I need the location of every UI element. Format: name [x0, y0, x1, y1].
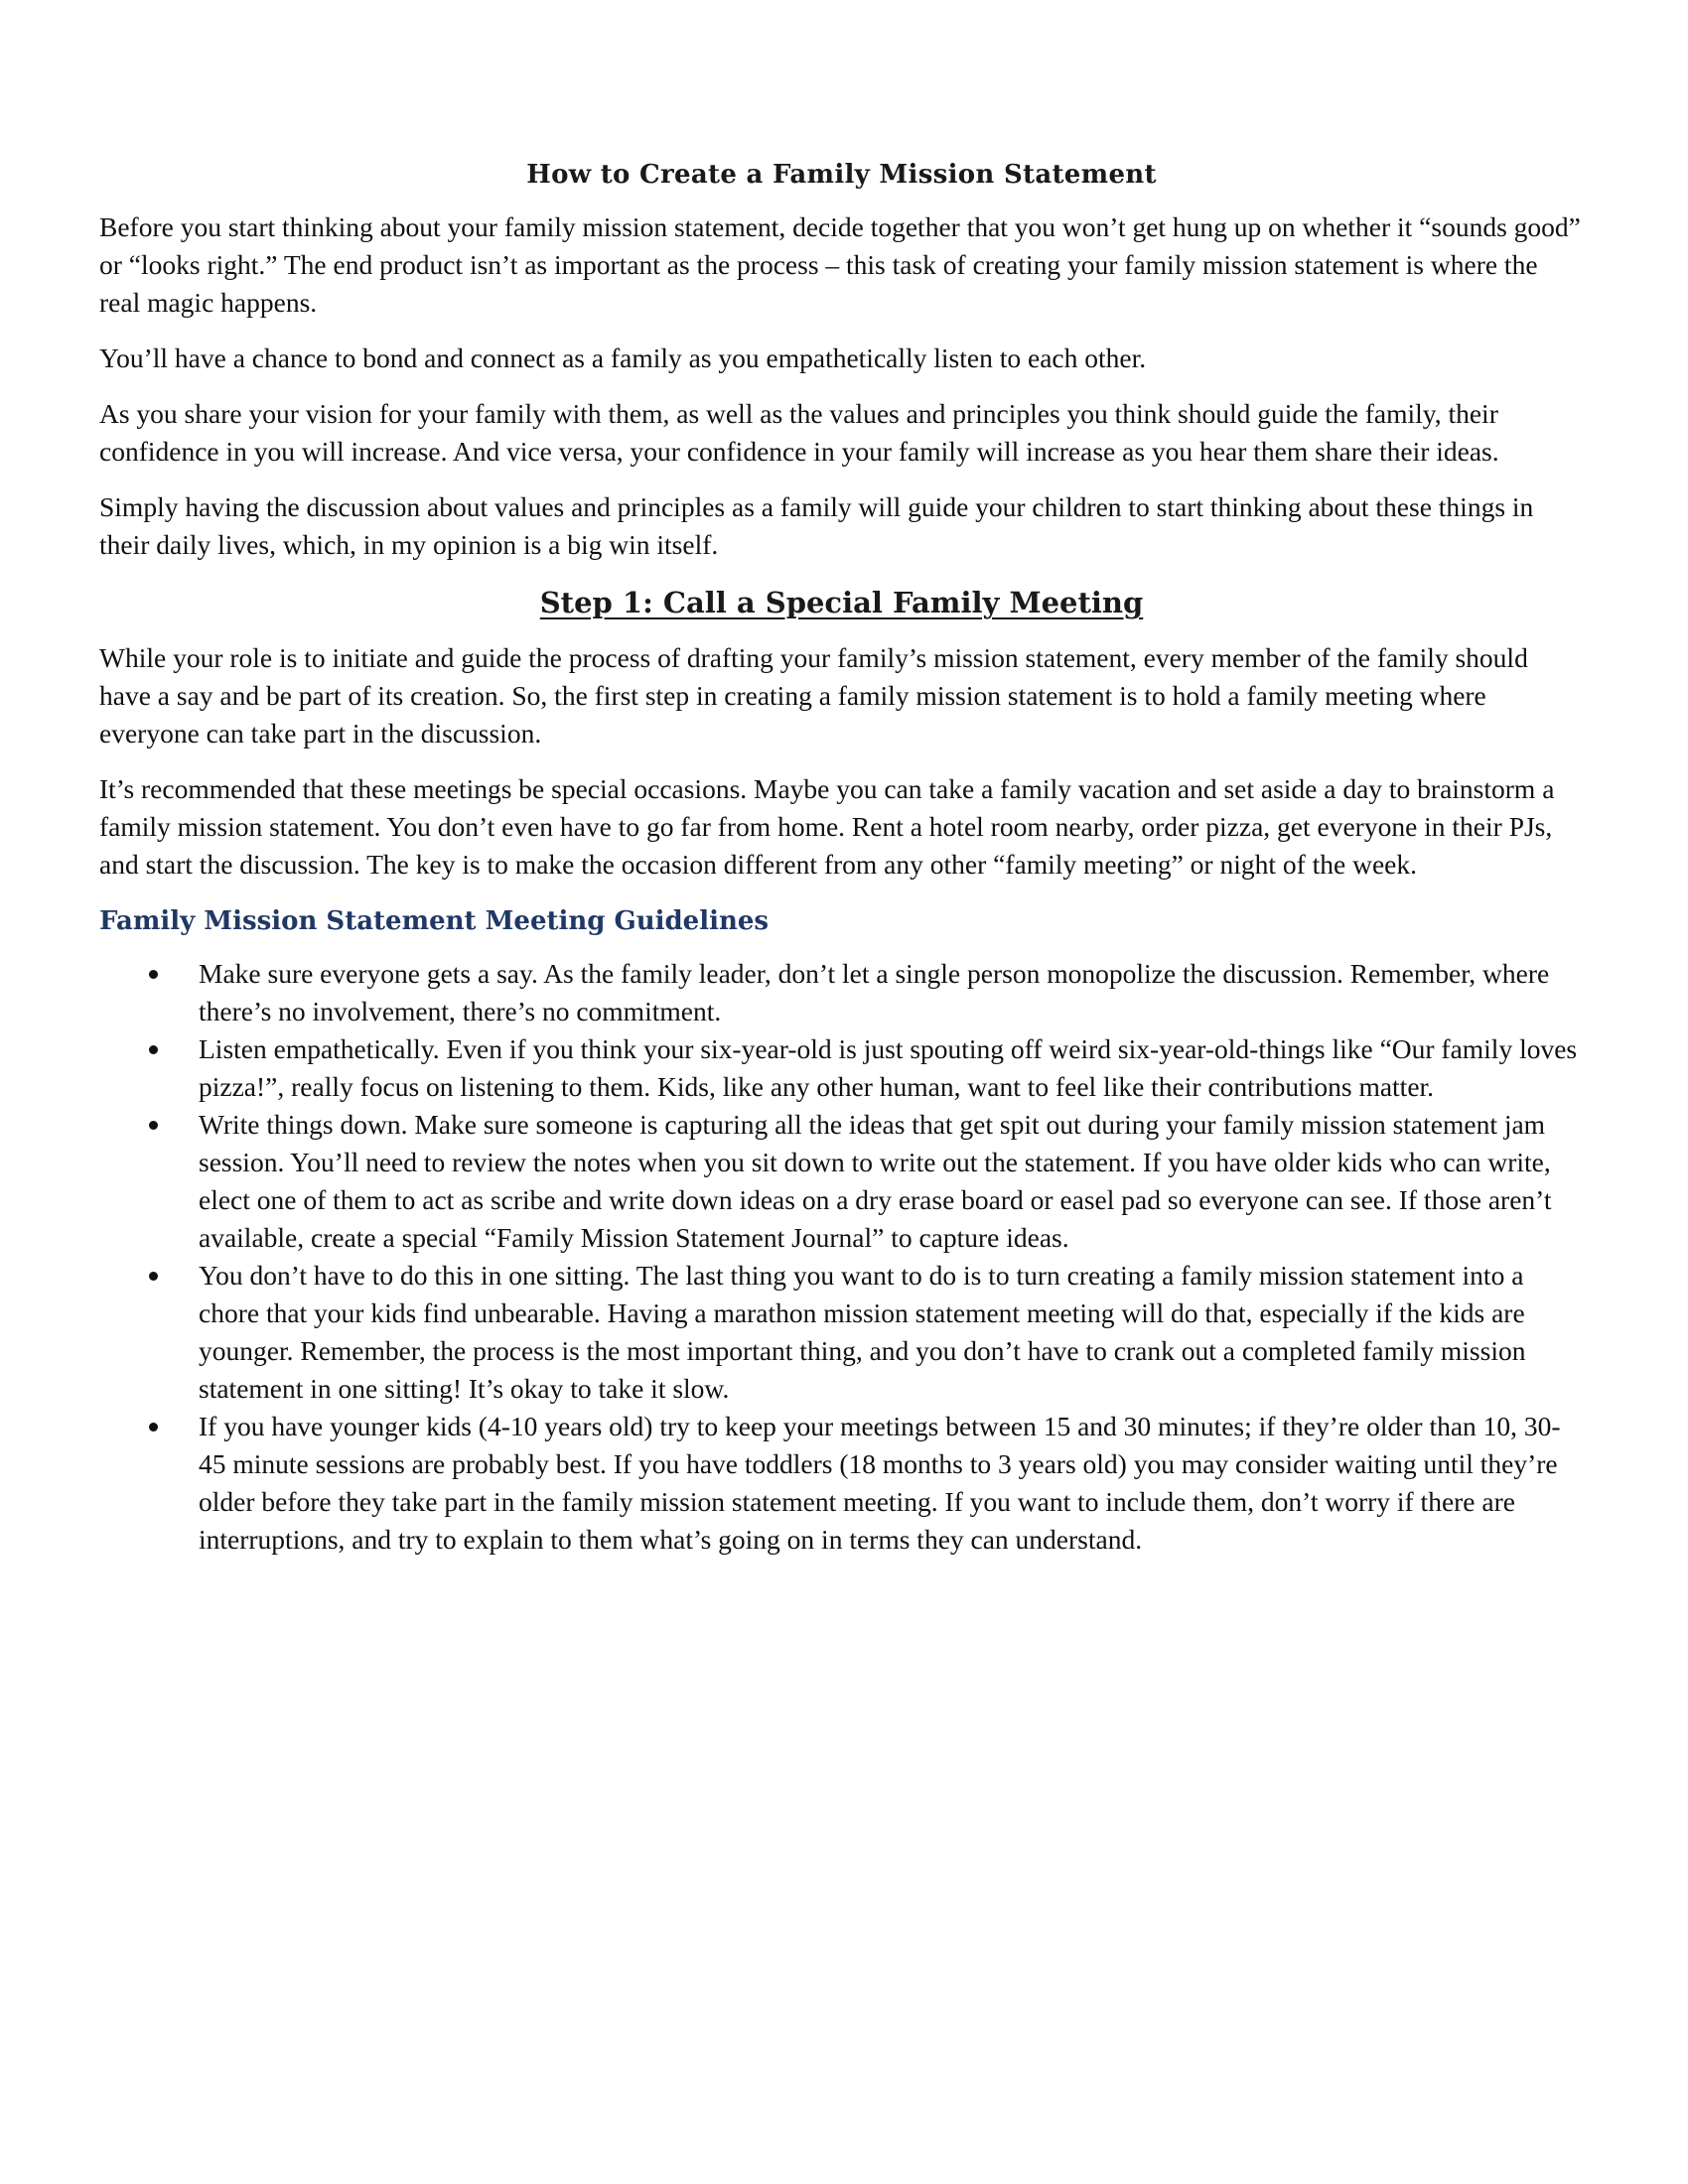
guideline-item	[99, 1257, 1584, 1408]
document-title: How to Create a Family Mission Statement	[526, 160, 1157, 190]
step-1-heading: Step 1: Call a Special Family Meeting	[539, 586, 1144, 619]
guideline-item	[99, 1106, 1584, 1257]
bullet-dot-icon	[149, 1272, 158, 1281]
guideline-item	[99, 1408, 1584, 1559]
bullet-dot-icon	[149, 1045, 158, 1054]
step-1-paragraph-2: It’s recommended that these meetings be special occasions. Maybe you can take a family vacation and set aside a day to brainstorm a family mission statement. You don’t even have to go far from home. Rent a hotel room nearby, order pizza, get everyone in their PJs, and start the discussion. The key is to make the occasion different from any other “family meeting” or night of the week.	[99, 773, 1555, 880]
guideline-text: If you have younger kids (4-10 years old) try to keep your meetings between 15 and 30 minutes; if they’re older than 10, 30-45 minute sessions are probably best. If you have toddlers (18 months to 3 years old) you may consider waiting until they’re older before they take part in the family mission statement meeting. If you want to include them, don’t worry if there are interruptions, and try to explain to them what’s going on in terms they can understand.	[199, 1411, 1561, 1555]
guidelines-list	[99, 955, 1584, 1559]
intro-paragraph-4: Simply having the discussion about values and principles as a family will guide your children to start thinking about these things in their daily lives, which, in my opinion is a big win itself.	[99, 491, 1534, 560]
guideline-item	[99, 955, 1584, 1030]
guideline-item	[99, 1030, 1584, 1106]
step-1-paragraph-1: While your role is to initiate and guide the process of drafting your family’s mission statement, every member of the family should have a say and be part of its creation. So, the first step in creating a family mission statement is to hold a family meeting where everyone can take part in the discussion.	[99, 642, 1528, 749]
bullet-dot-icon	[149, 1121, 158, 1130]
guideline-text: You don’t have to do this in one sitting. The last thing you want to do is to turn creating a family mission statement into a chore that your kids find unbearable. Having a marathon mission statement meeting will do that, especially if the kids are younger. Remember, the process is the most important thing, and you don’t have to crank out a completed family mission statement in one sitting! It’s okay to take it slow.	[199, 1260, 1526, 1404]
bullet-dot-icon	[149, 970, 158, 979]
guideline-text: Write things down. Make sure someone is capturing all the ideas that get spit out during your family mission statement jam session. You’ll need to review the notes when you sit down to write out the statement. If you have older kids who can write, elect one of them to act as scribe and write down ideas on a dry erase board or easel pad so everyone can see. If those aren’t available, create a special “Family Mission Statement Journal” to capture ideas.	[199, 1109, 1552, 1253]
guideline-text: Make sure everyone gets a say. As the family leader, don’t let a single person monopolize the discussion. Remember, where there’s no involvement, there’s no commitment.	[199, 958, 1550, 1026]
bullet-dot-icon	[149, 1423, 158, 1432]
guidelines-heading: Family Mission Statement Meeting Guidelines	[99, 906, 770, 936]
intro-paragraph-2: You’ll have a chance to bond and connect as a family as you empathetically listen to each other.	[99, 342, 1147, 373]
document-body	[99, 157, 1584, 1559]
intro-paragraph-3: As you share your vision for your family with them, as well as the values and principles you think should guide the family, their confidence in you will increase. And vice versa, your confidence in your family will increase as you hear them share their ideas.	[99, 398, 1499, 467]
guideline-text: Listen empathetically. Even if you think your six-year-old is just spouting off weird six-year-old-things like “Our family loves pizza!”, really focus on listening to them. Kids, like any other human, want to feel like their contributions matter.	[199, 1033, 1578, 1102]
intro-paragraph-1: Before you start thinking about your family mission statement, decide together that you won’t get hung up on whether it “sounds good” or “looks right.” The end product isn’t as important as the process – this task of creating your family mission statement is where the real magic happens.	[99, 211, 1581, 318]
